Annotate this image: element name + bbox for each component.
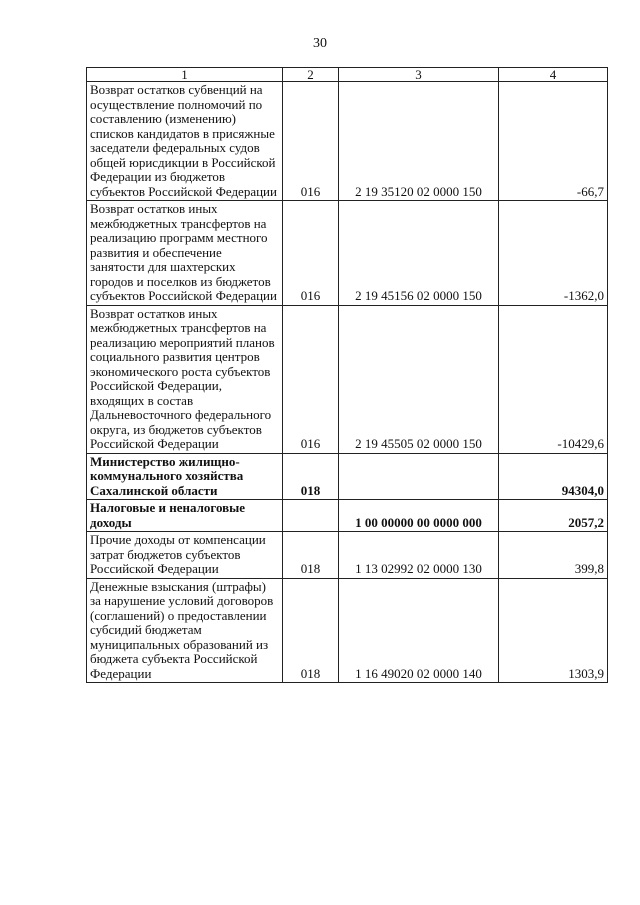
column-header-2: 2: [283, 68, 339, 82]
row-name: Денежные взыскания (штрафы) за нарушение условий договоров (соглашений) о предоставлении субсидий бюджетам муниципальных образований из бюджета субъекта Российской Федерации: [87, 578, 283, 683]
row-kbk: 1 16 49020 02 0000 140: [339, 578, 499, 683]
row-amount: 2057,2: [499, 500, 608, 532]
row-kbk: 2 19 35120 02 0000 150: [339, 82, 499, 201]
budget-revenue-table: [86, 67, 608, 683]
row-amount: -10429,6: [499, 305, 608, 453]
row-code: 018: [283, 578, 339, 683]
table-row-subtotal: [87, 500, 608, 532]
row-amount: 94304,0: [499, 453, 608, 500]
row-code: 016: [283, 82, 339, 201]
column-header-3: 3: [339, 68, 499, 82]
row-kbk: 1 13 02992 02 0000 130: [339, 532, 499, 579]
row-amount: -66,7: [499, 82, 608, 201]
table-row: [87, 578, 608, 683]
column-header-1: 1: [87, 68, 283, 82]
row-name: Возврат остатков субвенций на осуществление полномочий по составлению (изменению) списков кандидатов в присяжные заседатели федеральных судов общей юрисдикции в Российской Федерации из бюджетов субъектов Российской Федерации: [87, 82, 283, 201]
row-code: 016: [283, 201, 339, 306]
row-amount: 399,8: [499, 532, 608, 579]
table-row: [87, 82, 608, 201]
row-kbk: 2 19 45505 02 0000 150: [339, 305, 499, 453]
table-row: [87, 532, 608, 579]
row-code: [283, 500, 339, 532]
row-code: 018: [283, 532, 339, 579]
row-name: Возврат остатков иных межбюджетных трансфертов на реализацию мероприятий планов социального развития центров экономического роста субъектов Российской Федерации, входящих в состав Дальневосточного федерального округа, из бюджетов субъектов Российской Федерации: [87, 305, 283, 453]
row-kbk: 1 00 00000 00 0000 000: [339, 500, 499, 532]
page-number: 30: [313, 36, 327, 51]
column-header-4: 4: [499, 68, 608, 82]
table-header-row: [87, 68, 608, 82]
table-row-ministry: [87, 453, 608, 500]
row-kbk: [339, 453, 499, 500]
row-amount: 1303,9: [499, 578, 608, 683]
table-row: [87, 201, 608, 306]
table-row: [87, 305, 608, 453]
row-code: 016: [283, 305, 339, 453]
row-name: Прочие доходы от компенсации затрат бюджетов субъектов Российской Федерации: [87, 532, 283, 579]
row-code: 018: [283, 453, 339, 500]
row-kbk: 2 19 45156 02 0000 150: [339, 201, 499, 306]
row-name: Возврат остатков иных межбюджетных трансфертов на реализацию программ местного развития и обеспечение занятости для шахтерских городов и поселков из бюджетов субъектов Российской Федерации: [87, 201, 283, 306]
row-name: Министерство жилищно-коммунального хозяйства Сахалинской области: [87, 453, 283, 500]
row-amount: -1362,0: [499, 201, 608, 306]
row-name: Налоговые и неналоговые доходы: [87, 500, 283, 532]
